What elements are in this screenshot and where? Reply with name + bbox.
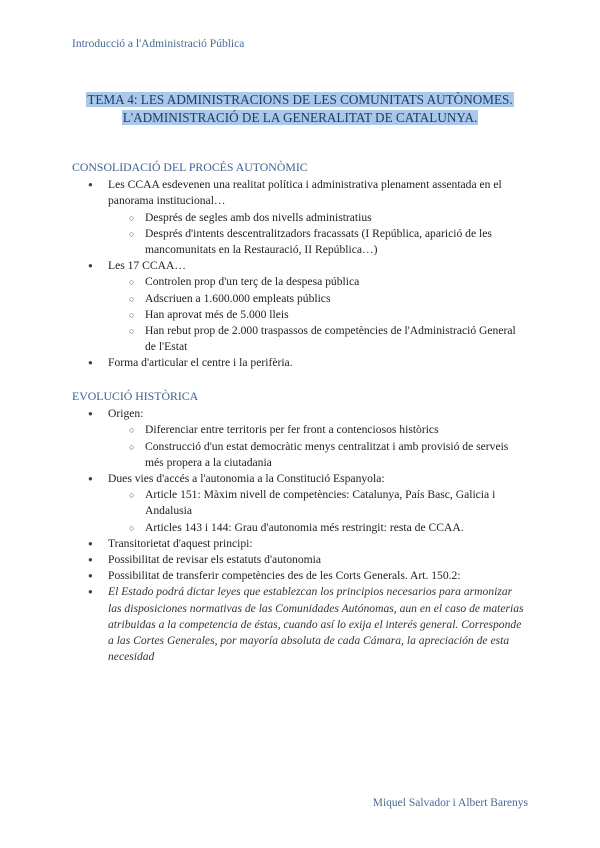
- section-evolucio: [72, 388, 528, 665]
- title-line-1: TEMA 4: LES ADMINISTRACIONS DE LES COMUNITATS AUTÒNOMES.: [87, 92, 513, 107]
- sub-list-item: ○ Articles 143 i 144: Grau d'autonomia més restringit: resta de CCAA.: [108, 520, 528, 536]
- sub-list-item: ○ Article 151: Màxim nivell de competències: Catalunya, País Basc, Galicia i Andalusia: [108, 487, 528, 519]
- list-item-text: Forma d'articular el centre i la perifèria.: [108, 356, 293, 370]
- list-item: [72, 177, 528, 258]
- bullet-list: [72, 406, 528, 665]
- sub-list: [108, 274, 528, 355]
- title-line-2: L'ADMINISTRACIÓ DE LA GENERALITAT DE CATALUNYA.: [122, 110, 478, 125]
- list-item: [72, 568, 528, 584]
- sub-list-item: ○ Controlen prop d'un terç de la despesa pública: [108, 274, 528, 290]
- list-item-text: Dues vies d'accés a l'autonomia a la Constitució Espanyola:: [108, 472, 385, 486]
- sub-list-item: ○ Han rebut prop de 2.000 traspassos de competències de l'Administració General de l'Estat: [108, 323, 528, 355]
- list-item: [72, 406, 528, 471]
- page-header: Introducció a l'Administració Pública: [72, 38, 245, 50]
- sub-list-item: ○ Després d'intents descentralitzadors fracassats (I República, aparició de les mancomunitats en la Restauració, II República…): [108, 226, 528, 258]
- list-item-text: Les CCAA esdevenen una realitat política i administrativa plenament assentada en el panorama institucional…: [108, 178, 502, 208]
- sub-list: [108, 422, 528, 471]
- list-item: [72, 552, 528, 568]
- sub-list-item: ○ Diferenciar entre territoris per fer front a contenciosos històrics: [108, 422, 528, 438]
- section-heading: EVOLUCIÓ HISTÒRICA: [72, 389, 199, 403]
- sub-list-item: ○ Han aprovat més de 5.000 lleis: [108, 307, 528, 323]
- list-item: [72, 355, 528, 371]
- sub-list-item: ○ Després de segles amb dos nivells administratius: [108, 210, 528, 226]
- sub-list-item: ○ Construcció d'un estat democràtic menys centralitzat i amb provisió de serveis més propera a la ciutadania: [108, 439, 528, 471]
- list-item-text: Transitorietat d'aquest principi:: [108, 536, 253, 550]
- list-item-text: Possibilitat de transferir competències des de les Corts Generals. Art. 150.2:: [108, 569, 461, 583]
- section-heading: CONSOLIDACIÓ DEL PROCÉS AUTONÒMIC: [72, 160, 308, 174]
- constitution-quote: El Estado podrá dictar leyes que establezcan los principios necesarios para armonizar las disposiciones normativas de las Comunidades Autónomas, aun en el caso de materias atribuidas a la competencia de éstas, cuando así lo exija el interés general. Corresponde a las Cortes Generales, por mayoría absoluta de cada Cámara, la apreciación de esta necesidad: [108, 585, 524, 664]
- section-consolidacio: [72, 159, 528, 372]
- sub-list: [108, 487, 528, 536]
- document-title: [72, 91, 528, 127]
- sub-list: [108, 210, 528, 259]
- list-item: [72, 536, 528, 552]
- list-item-text: Les 17 CCAA…: [108, 259, 186, 273]
- list-item: [72, 258, 528, 355]
- page-footer: Miquel Salvador i Albert Barenys: [372, 797, 528, 809]
- list-item-text: Origen:: [108, 407, 144, 421]
- list-item-quote: [72, 584, 528, 665]
- bullet-list: [72, 177, 528, 371]
- list-item-text: Possibilitat de revisar els estatuts d'autonomia: [108, 553, 321, 567]
- list-item: [72, 471, 528, 536]
- sub-list-item: ○ Adscriuen a 1.600.000 empleats públics: [108, 291, 528, 307]
